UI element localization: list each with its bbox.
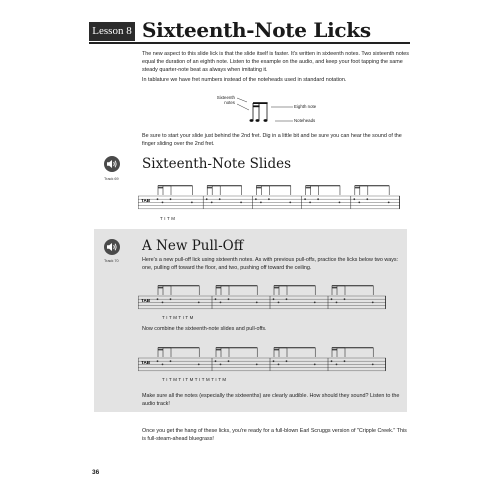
page-number: 36 [92,469,100,476]
pull-off-text-1 [142,257,404,273]
pull-off-text-2 [142,326,404,334]
section-heading-new-pull-off: A New Pull-Off [142,238,244,254]
audio-track-69-button[interactable] [104,156,120,172]
speaker-icon [106,242,118,252]
pull-off-paragraph-2: Now combine the sixteenth-note slides and pull-offs. [142,326,267,332]
fingering-pull-off: T I T M T I T M [162,315,194,320]
section-heading-sixteenth-note-slides: Sixteenth-Note Slides [142,156,292,172]
closing-paragraph: Once you get the hang of these licks, you're ready for a full-blown Earl Scruggs version of "Cripple Creek." This is full-steam-ahead bluegrass! [142,428,407,442]
legend-sixteenth-label: Sixteenth notes [216,95,235,105]
page-title: Sixteenth-Note Licks [142,18,371,42]
fingering-combined: T I T M T I T M T I T M T I T M [162,377,227,382]
tab-staff-graphic [138,284,386,314]
audio-track-70-button[interactable] [104,239,120,255]
pull-off-paragraph-3: Make sure all the notes (especially the sixteenths) are clearly audible. How should they sound? Listen to the audio track! [142,393,400,407]
intro-paragraph-1: The new aspect to this slide lick is that the slide itself is faster. It's written in sixteenth notes. Two sixteenth notes equal the duration of an eighth note. Listen to the example on the audio, and keep your foot tapping the same steady quarter-note beat as always when imitating it. [142,51,409,73]
speaker-icon [106,159,118,169]
intro-text [142,51,410,85]
lesson-tab: Lesson 8 [89,22,135,41]
closing-text [142,428,410,444]
title-divider [89,42,410,44]
tab-staff-combined [138,346,386,376]
notation-legend [205,93,315,126]
pull-off-text-3 [142,393,404,409]
tab-clef-label: TAB [141,298,151,304]
legend-eighth-label: Eighth note [294,104,317,109]
intro-paragraph-2: In tablature we have fret numbers instead of the noteheads used in standard notation. [142,77,347,84]
track-69-label: Track 69 [104,177,119,181]
legend-noteheads-label: Noteheads [294,118,316,123]
intro-text-2 [142,133,410,149]
tab-staff-graphic [138,346,386,376]
tab-staff-slides [138,184,400,214]
intro-paragraph-3: Be sure to start your slide just behind the 2nd fret. Dig in a little bit and be sure you can hear the sound of the finger sliding over the 2nd fret. [142,133,402,147]
pull-off-paragraph-1: Here's a new pull-off lick using sixteenth notes. As with previous pull-offs, practice the licks below two ways: one, pulling off toward the floor, and two, pushing off toward the ceiling. [142,257,399,271]
tab-clef-label: TAB [141,198,151,204]
tab-staff-graphic [138,184,400,214]
tab-clef-label: TAB [141,360,151,366]
legend-notes-graphic [205,93,315,126]
track-70-label: Track 70 [104,259,119,263]
fingering-slides: T I T M [160,216,176,221]
tab-staff-pull-off [138,284,386,314]
